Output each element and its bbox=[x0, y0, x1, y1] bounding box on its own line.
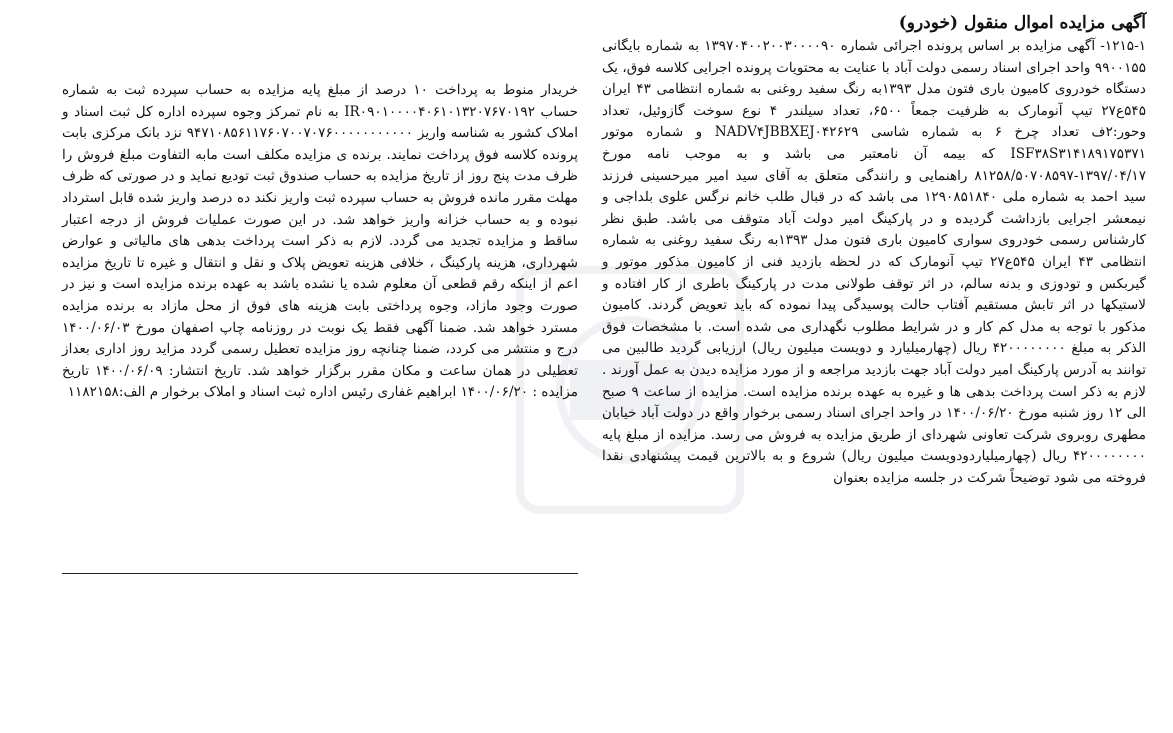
right-column-text: ۱۲۱۵-۱- آگهی مزایده بر اساس پرونده اجرائی شماره ۱۳۹۷۰۴۰۰۲۰۰۳۰۰۰۰۹۰ به شماره بایگانی ۹۹۰۰۱۵۵ واحد اجرای اسناد رسمی دولت آباد با عنایت به محتویات پرونده اجرایی کلاسه فوق، یک دستگاه خودروی کامیون باری فتون مدل ۱۳۹۳به رنگ سفید روغنی به شماره انتظامی ۴۳ ایران ۵۴۵ع۲۷ تیپ آنومارک به ظرفیت جمعاً ۶۵۰۰، تعداد سیلندر ۴ نوع سوخت گازوئیل، تعداد وحور:۲ف تعداد چرخ ۶ به شماره شاسی NADV۴JBBXEJ۰۴۲۶۲۹ و شماره موتور ISF۳۸S۳۱۴۱۸۹۱۷۵۳۷۱ که بیمه آن نامعتبر می باشد و به موجب نامه مورخ ۱۳۹۷/۰۴/۱۷-۸۱۲۵۸/۵۰۷۰۸۵۹۷ راهنمایی و رانندگی متعلق به آقای سید امیر میرحسینی فرزند سید احمد به شماره ملی ۱۲۹۰۸۵۱۸۴۰ می باشد که در قبال طلب خانم نرگس علوی بلداجی و نیمعشر اجرایی بازداشت گردیده و در پارکینگ امیر دولت آباد متوقف می باشد. طبق نظر کارشناس رسمی خودروی سواری کامیون باری فتون مدل ۱۳۹۳به رنگ سفید روغنی به شماره انتظامی ۴۳ ایران ۵۴۵ع۲۷ تیپ آنومارک که در لحظه بازدید فنی از کامیون مذکور موتور و گیربکس و تودوزی و بدنه سالم، در اثر توقف طولانی مدت در پارکینگ باطری از کار افتاده و لاستیکها در اثر تابش مستقیم آفتاب حالت پوسیدگی پیدا نموده که باید تعویض گردند. کامیون مذکور با توجه به مدل کم کار و در شرایط مطلوب نگهداری می شده است. با مشخصات فوق الذکر به مبلغ ۴۲۰۰۰۰۰۰۰۰ ریال (چهارمیلیارد و دویست میلیون ریال) ارزیابی گردید طالبین می توانند به آدرس پارکینگ امیر دولت آباد جهت بازدید مراجعه و از مورد مزایده دیدن به عمل آورند . لازم به ذکر است پرداخت بدهی ها و غیره به عهده برنده مزایده است. مزایده از ساعت ۹ صبح الی ۱۲ روز شنبه مورخ ۱۴۰۰/۰۶/۲۰ در واحد اجرای اسناد رسمی برخوار واقع در دولت آباد خیابان مطهری روبروی شرکت تعاونی شهردای از طریق مزایده به فروش می رسد. مزایده از مبلغ پایه ۴۲۰۰۰۰۰۰۰۰ ریال (چهارمیلیاردودویست میلیون ریال) شروع و به بالاترین قیمت پیشنهادی نقدا فروخته می شود توضیحاً شرکت در جلسه مزایده بعنوان bbox=[602, 38, 1147, 486]
notice-left-column bbox=[62, 80, 578, 404]
end-divider bbox=[62, 573, 578, 574]
notice-right-column bbox=[602, 36, 1146, 489]
notice-title: آگهی مزایده اموال منقول (خودرو) bbox=[898, 13, 1146, 33]
left-column-text: خریدار منوط به پرداخت ۱۰ درصد از مبلغ پایه مزایده به حساب سپرده ثبت به شماره حساب IR۰۹۰۱۰۰۰۰۴۰۶۱۰۱۳۲۰۷۶۷۰۱۹۲ به نام تمرکز وجوه سپرده اداره کل ثبت اسناد و املاک کشور به شناسه واریز ۹۴۷۱۰۸۵۶۱۱۷۶۰۷۰۰۷۰۷۶۰۰۰۰۰۰۰۰۰۰۰ نزد بانک مرکزی بابت پرونده کلاسه فوق پرداخت نمایند. برنده ی مزایده مکلف است مابه التفاوت مبلغ فروش را ظرف مدت پنج روز از تاریخ مزایده به حساب صندوق ثبت تودیع نماید و در صورتی که ظرف مهلت مقرر مانده فروش به حساب سپرده ثبت واریز نکند ده درصد واریز شده قابل استرداد نبوده و به حساب خزانه واریز خواهد شد. در این صورت عملیات فروش از درجه اعتبار ساقط و مزایده تجدید می گردد. لازم به ذکر است پرداخت بدهی های مالیاتی و عوارض شهرداری، هزینه پارکینگ ، خلافی هزینه تعویض پلاک و نقل و انتقال و غیره تا تاریخ مزایده اعم از اینکه رقم قطعی آن معلوم شده یا نشده باشد به عهده برنده مزایده است و نیز در صورت وجود مازاد، وجوه پرداختی بابت هزینه های فوق از محل مازاد به برنده مزایده مسترد خواهد شد. ضمنا آگهی فقط یک نوبت در روزنامه چاپ اصفهان مورخ ۱۴۰۰/۰۶/۰۳ درج و منتشر می کردد، ضمنا چنانچه روز مزایده تعطیل رسمی گردد مزاید روز اداری بعداز تعطیلی در همان ساعت و مکان مقرر برگزار خواهد شد. تاریخ انتشار: ۱۴۰۰/۰۶/۰۹ تاریخ مزایده : ۱۴۰۰/۰۶/۲۰ ابراهیم غفاری رئیس اداره ثبت اسناد و املاک برخوار م الف:۱۱۸۲۱۵۸ bbox=[62, 82, 579, 401]
